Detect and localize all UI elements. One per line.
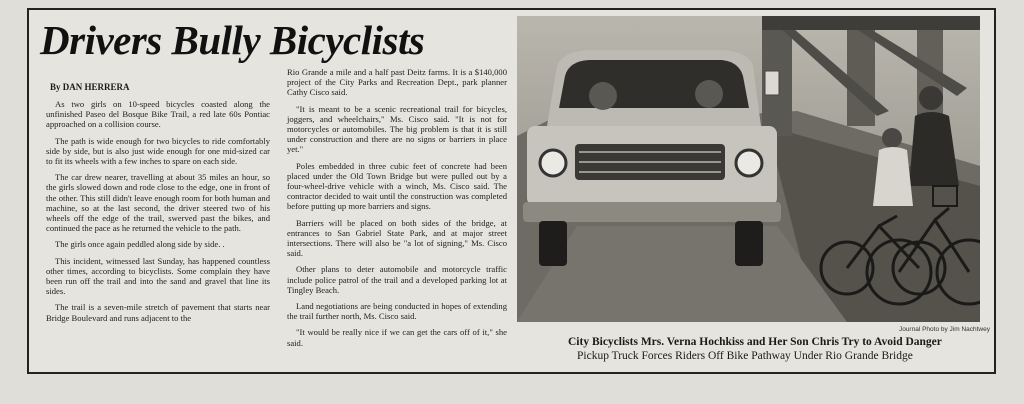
news-photo	[517, 16, 980, 322]
paragraph: The path is wide enough for two bicycles to ride comfortably side by side, but is also just wide enough for one mid-sized car to fit its wheels with a few inches to spare on each side.	[46, 135, 270, 167]
paragraph: The girls once again peddled along side by side. .	[55, 239, 225, 250]
photo-caption-secondary: Pickup Truck Forces Riders Off Bike Pathway Under Rio Grande Bridge	[577, 350, 913, 362]
paragraph: Barriers will be placed on both sides of the bridge, at entrances to San Gabriel State Park, and at major street intersections. There will also be "a lot of signing," Ms. Cisco said.	[287, 217, 507, 259]
paragraph: As two girls on 10-speed bicycles coasted along the unfinished Paseo del Bosque Bike Trail, a red late 60s Pontiac approached on a collision course.	[46, 99, 270, 130]
photo-credit: Journal Photo by Jim Nachtwey	[898, 326, 990, 333]
paragraph: Other plans to deter automobile and motorcycle traffic include police patrol of the trail and a developed parking lot at Tingley Beach.	[287, 264, 507, 295]
paragraph: Land negotiations are being conducted in hopes of extending the trail further north, Ms. Cisco said.	[287, 301, 507, 322]
paragraph: Poles embedded in three cubic feet of concrete had been placed under the Old Town Bridge but were pulled out by a four-wheel-drive vehicle with a winch, Ms. Cisco said. The contractor decided to wait until the construction was completed before putting up more barriers and signs.	[287, 160, 507, 212]
article-column-1	[46, 99, 270, 329]
photo-illustration	[517, 16, 980, 322]
paragraph: "It is meant to be a scenic recreational trail for bicycles, joggers, and wheelchairs," Ms. Cisco said. "It is not for motorcycles or automobiles. The big problem is that it is still under construction and there are no signs or barriers in place yet."	[287, 103, 507, 155]
paragraph: The trail is a seven-mile stretch of pavement that starts near Bridge Boulevard and runs adjacent to the	[46, 302, 270, 323]
paragraph: "It would be really nice if we can get the cars off of it," she said.	[287, 327, 507, 348]
headline: Drivers Bully Bicyclists	[40, 17, 425, 63]
article-column-2	[287, 67, 507, 354]
paragraph: Rio Grande a mile and a half past Deitz farms. It is a $140,000 project of the City Parks and Recreation Dept., park planner Cathy Cisco said.	[287, 67, 507, 98]
paragraph: The car drew nearer, travelling at about 35 miles an hour, so the girls slowed down and rode close to the edge, one in front of the other. This still didn't leave enough room for both human and machine, so at the last second, the driver steered two of his wheels off the edge of the trail, swerved past the bikes, and continued the pace as he returned the vehicle to the path.	[46, 172, 270, 234]
byline: By DAN HERRERA	[50, 82, 130, 92]
paragraph: This incident, witnessed last Sunday, has happened countless other times, according to bicyclists. Some complain they have been run off the trail and into the sand and gravel that line its sides.	[46, 255, 270, 297]
photo-caption-primary: City Bicyclists Mrs. Verna Hochkiss and Her Son Chris Try to Avoid Danger	[568, 336, 942, 348]
